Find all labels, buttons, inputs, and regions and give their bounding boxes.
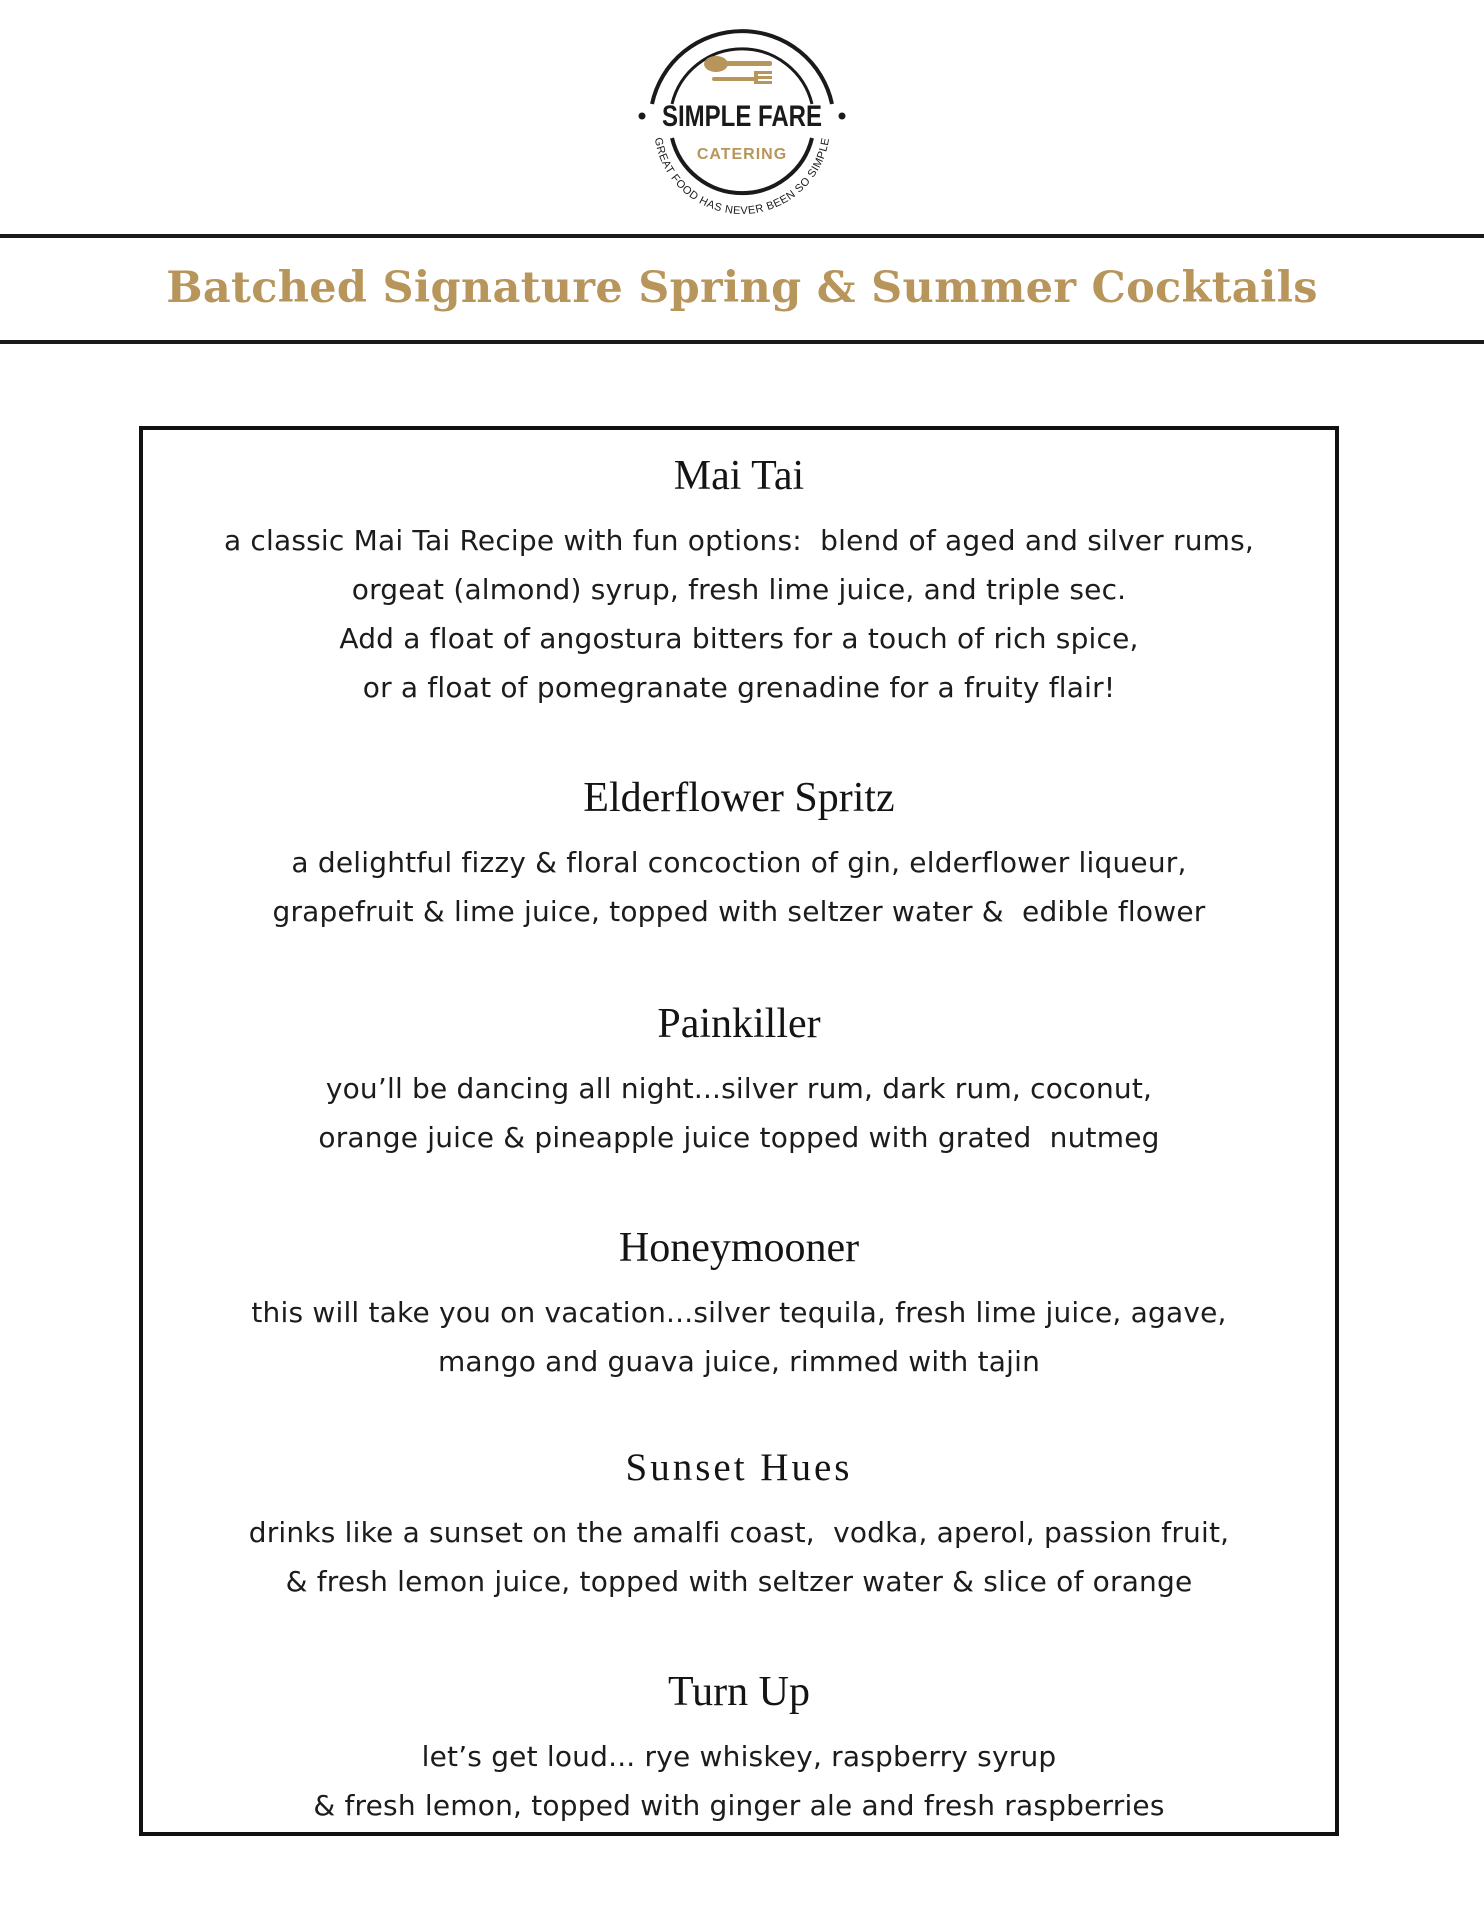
cocktail-name: Mai Tai — [673, 453, 805, 499]
menu-item — [143, 1220, 1335, 1386]
menu-item — [143, 448, 1335, 712]
menu-item — [143, 770, 1335, 936]
cocktail-description — [143, 838, 1335, 936]
cocktail-description — [143, 1732, 1335, 1830]
description-line: or a float of pomegranate grenadine for a fruity flair! — [362, 671, 1116, 704]
page-title: Batched Signature Spring & Summer Cocktails — [166, 263, 1318, 313]
brand-logo — [632, 8, 852, 218]
logo-tagline: GREAT FOOD HAS NEVER BEEN SO SIMPLE — [651, 136, 833, 218]
menu-item — [143, 996, 1335, 1162]
cocktail-name: Turn Up — [668, 1669, 810, 1715]
description-line: this will take you on vacation...silver tequila, fresh lime juice, agave, — [251, 1296, 1227, 1329]
cocktail-name: Sunset Hues — [625, 1446, 853, 1489]
cocktail-description — [143, 1288, 1335, 1386]
cocktail-menu — [139, 426, 1339, 1836]
description-line: a delightful fizzy & floral concoction of gin, elderflower liqueur, — [291, 846, 1187, 879]
description-line: Add a float of angostura bitters for a touch of rich spice, — [339, 622, 1139, 655]
description-line: & fresh lemon juice, topped with seltzer water & slice of orange — [285, 1565, 1193, 1598]
header-top-rule — [0, 234, 1484, 238]
description-line: grapefruit & lime juice, topped with seltzer water & edible flower — [272, 895, 1206, 928]
description-line: orange juice & pineapple juice topped with grated nutmeg — [318, 1121, 1160, 1154]
description-line: drinks like a sunset on the amalfi coast, vodka, aperol, passion fruit, — [248, 1516, 1230, 1549]
description-line: mango and guava juice, rimmed with tajin — [437, 1345, 1041, 1378]
description-line: a classic Mai Tai Recipe with fun options: blend of aged and silver rums, — [223, 524, 1255, 557]
description-line: orgeat (almond) syrup, fresh lime juice, and triple sec. — [351, 573, 1127, 606]
description-line: & fresh lemon, topped with ginger ale and fresh raspberries — [313, 1789, 1165, 1822]
utensils-icon — [704, 56, 772, 84]
menu-item — [143, 1664, 1335, 1830]
description-line: let’s get loud... rye whiskey, raspberry syrup — [421, 1740, 1057, 1773]
menu-item — [143, 1440, 1335, 1606]
cocktail-name: Painkiller — [657, 1001, 821, 1047]
description-line: you’ll be dancing all night...silver rum, dark rum, coconut, — [325, 1072, 1153, 1105]
cocktail-description — [143, 1508, 1335, 1606]
logo-brand-text: SIMPLE FARE — [662, 100, 822, 133]
logo-sub-text: CATERING — [696, 146, 788, 163]
cocktail-description — [143, 1064, 1335, 1162]
header-bottom-rule — [0, 340, 1484, 344]
cocktail-description — [143, 516, 1335, 712]
cocktail-name: Elderflower Spritz — [583, 775, 895, 821]
cocktail-name: Honeymooner — [618, 1225, 860, 1271]
